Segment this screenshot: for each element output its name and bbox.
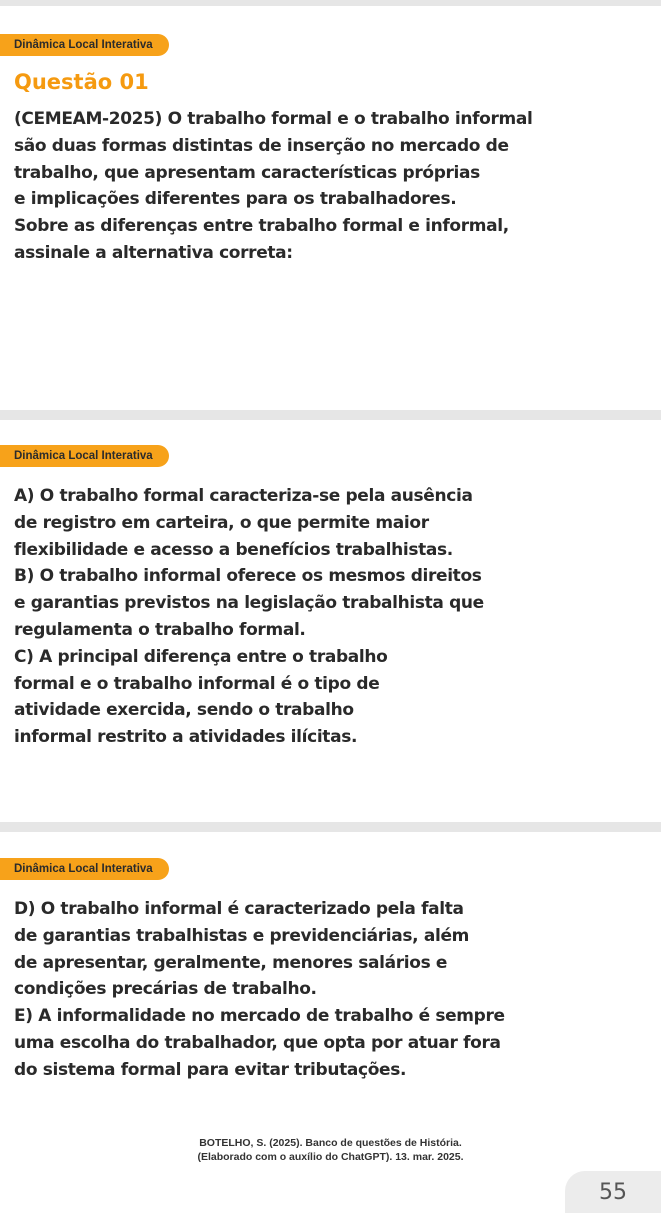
option-line: flexibilidade e acesso a benefícios trabalhistas. [14, 539, 453, 560]
section-tag: Dinâmica Local Interativa [0, 858, 169, 880]
question-line: assinale a alternativa correta: [14, 242, 293, 263]
options-block [14, 896, 650, 1084]
option-line: informal restrito a atividades ilícitas. [14, 727, 358, 748]
option-line: D) O trabalho informal é caracterizado pela falta [14, 899, 464, 919]
source-line: BOTELHO, S. (2025). Banco de questões de História. [199, 1137, 462, 1149]
page-number: 55 [565, 1171, 661, 1213]
option-line: E) A informalidade no mercado de trabalho é sempre [14, 1006, 505, 1027]
option-line: A) O trabalho formal caracteriza-se pela ausência [14, 486, 473, 506]
option-line: de registro em carteira, o que permite maior [14, 512, 429, 533]
option-line: condições precárias de trabalho. [14, 979, 317, 1000]
question-statement [14, 106, 650, 267]
slide-question [0, 6, 661, 410]
slide-options-a-c [0, 420, 661, 822]
question-line: são duas formas distintas de inserção no mercado de [14, 135, 509, 156]
source-line: (Elaborado com o auxílio do ChatGPT). 13. mar. 2025. [197, 1151, 464, 1163]
question-line: Sobre as diferenças entre trabalho formal e informal, [14, 216, 509, 237]
option-line: uma escolha do trabalhador, que opta por atuar fora [14, 1032, 501, 1053]
option-line: formal e o trabalho informal é o tipo de [14, 673, 380, 694]
question-line: trabalho, que apresentam características próprias [14, 162, 480, 183]
option-line: C) A principal diferença entre o trabalho [14, 646, 388, 667]
option-line: de apresentar, geralmente, menores salários e [14, 952, 448, 973]
question-line: e implicações diferentes para os trabalhadores. [14, 189, 457, 210]
option-line: regulamenta o trabalho formal. [14, 619, 306, 640]
question-line: (CEMEAM-2025) O trabalho formal e o trabalho informal [14, 109, 533, 129]
question-title: Questão 01 [14, 70, 149, 94]
option-line: atividade exercida, sendo o trabalho [14, 700, 354, 721]
option-line: do sistema formal para evitar tributações. [14, 1059, 407, 1080]
option-line: e garantias previstos na legislação trabalhista que [14, 593, 484, 614]
slide-options-d-e [0, 832, 661, 1213]
section-tag: Dinâmica Local Interativa [0, 445, 169, 467]
option-line: de garantias trabalhistas e previdenciárias, além [14, 925, 469, 946]
option-line: B) O trabalho informal oferece os mesmos direitos [14, 566, 482, 587]
section-tag: Dinâmica Local Interativa [0, 34, 169, 56]
source-citation [0, 1136, 661, 1164]
options-block [14, 483, 650, 751]
